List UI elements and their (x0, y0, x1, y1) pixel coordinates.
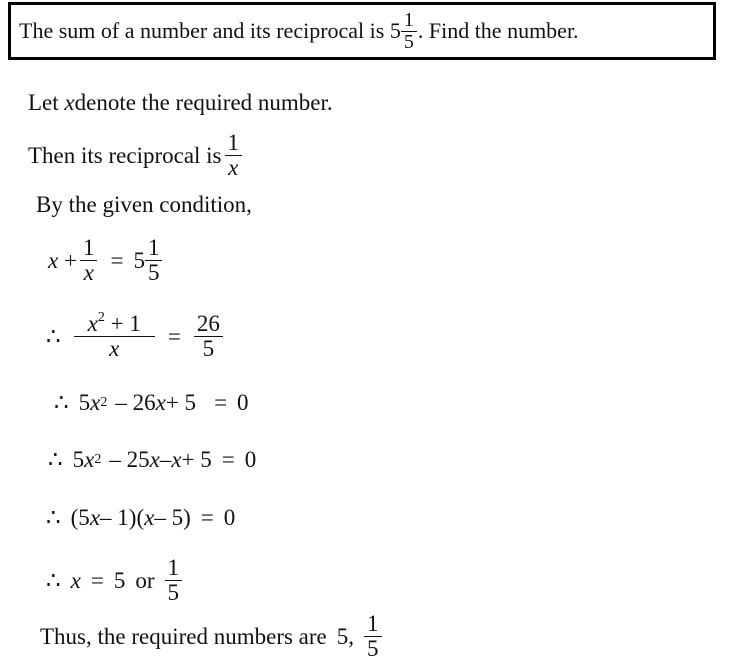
problem-fraction (401, 10, 417, 53)
variable: x (48, 247, 59, 273)
variable: x (90, 390, 101, 415)
equation-4: ∴ 5 x 2 – 25 x – x + 5 = 0 (48, 447, 257, 472)
variable: x (144, 505, 155, 530)
therefore-symbol: ∴ (48, 447, 63, 472)
text: Then its reciprocal is (28, 142, 222, 168)
fraction-numerator: 26 (194, 312, 223, 337)
fraction-denominator: x (228, 155, 239, 181)
equals-sign: = (200, 505, 214, 530)
solution-line-1 (28, 90, 333, 116)
equation-1 (48, 236, 165, 285)
fraction-denominator: 5 (202, 336, 215, 362)
equals-sign: = (110, 247, 124, 273)
fraction-numerator: 1 (165, 556, 183, 581)
text: + 1 (104, 311, 141, 336)
value: 5, (336, 623, 355, 649)
value: 0 (237, 390, 249, 415)
operator: + (63, 247, 77, 273)
equals-sign: = (221, 447, 235, 472)
fraction (80, 236, 98, 285)
exponent: 2 (97, 310, 105, 325)
equals-sign: = (167, 323, 181, 349)
variable: x (70, 567, 81, 593)
fraction-denominator: 5 (403, 30, 414, 53)
equals-sign: = (214, 390, 228, 415)
fraction-denominator: x (109, 336, 120, 362)
text: – (159, 447, 172, 472)
text: denote the required number. (74, 90, 333, 115)
solution-line-2 (28, 131, 245, 180)
equation-3: ∴ 5 x 2 – 26 x + 5 = 0 (54, 390, 249, 415)
text: + 5 (165, 390, 197, 415)
text: Let (28, 90, 59, 115)
fraction-numerator: 1 (80, 236, 98, 261)
variable: x (87, 311, 98, 336)
fraction-denominator: 5 (367, 636, 379, 662)
variable: x (64, 90, 75, 115)
variable: x (89, 505, 101, 530)
whole-number: 5 (133, 247, 145, 273)
text: + 5 (181, 447, 212, 472)
variable: x (149, 447, 160, 472)
problem-text: The sum of a number and its reciprocal is 5 (19, 18, 401, 43)
fraction (145, 236, 163, 285)
variable: x (171, 447, 182, 472)
text: 5 (72, 447, 85, 472)
solution-line-3 (36, 192, 252, 218)
text: – 1)( (100, 505, 145, 530)
text: By the given condition, (36, 192, 252, 217)
fraction-numerator: 1 (401, 10, 417, 32)
fraction (165, 556, 183, 605)
fraction-numerator: 1 (364, 612, 382, 637)
value: 5 (113, 567, 126, 593)
therefore-symbol: ∴ (46, 505, 61, 530)
variable: x (155, 390, 166, 415)
fraction-denominator: x (83, 260, 94, 286)
text: – 5) (154, 505, 191, 530)
fraction (194, 312, 223, 361)
text: – 26 (115, 390, 156, 415)
text: or (135, 567, 155, 593)
fraction-denominator: 5 (147, 260, 160, 286)
value: 0 (244, 447, 257, 472)
fraction-numerator (74, 312, 155, 337)
equals-sign: = (90, 567, 104, 593)
problem-text-end: . Find the number. (417, 18, 579, 43)
text: – 25 (109, 447, 150, 472)
text: 5 (78, 390, 91, 415)
problem-statement-box (8, 2, 716, 60)
fraction (74, 312, 155, 361)
variable: x (84, 447, 95, 472)
therefore-symbol: ∴ (46, 323, 61, 349)
text: Thus, the required numbers are (40, 623, 327, 649)
fraction-numerator: 1 (225, 131, 243, 156)
conclusion-line (40, 612, 385, 661)
text: (5 (70, 505, 90, 530)
equation-5 (46, 505, 235, 531)
value: 0 (223, 505, 236, 530)
therefore-symbol: ∴ (54, 390, 69, 415)
fraction (364, 612, 382, 661)
reciprocal-fraction (225, 131, 243, 180)
equation-6 (46, 556, 185, 605)
therefore-symbol: ∴ (46, 567, 61, 593)
fraction-denominator: 5 (167, 580, 180, 606)
equation-2 (46, 312, 226, 361)
fraction-numerator: 1 (145, 236, 163, 261)
